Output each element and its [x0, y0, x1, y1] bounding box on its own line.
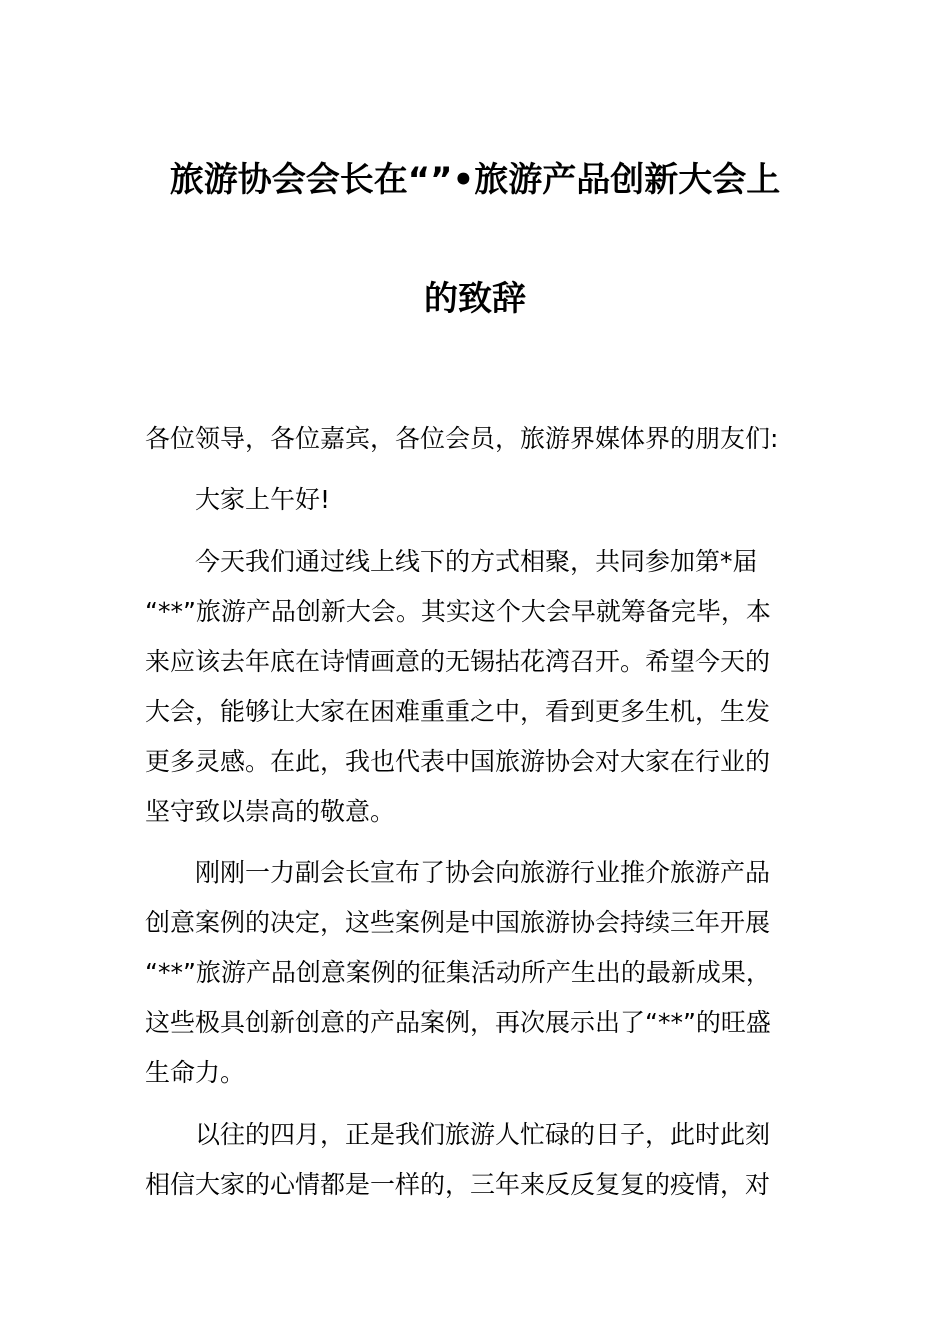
document-title-line-1: 旅游协会会长在“”•旅游产品创新大会上 [169, 160, 781, 200]
paragraph-2-line-5: 生命力。 [145, 1058, 246, 1087]
document-title-line-2: 的致辞 [424, 279, 526, 319]
salutation-line: 各位领导，各位嘉宾，各位会员，旅游界媒体界的朋友们: [145, 424, 779, 453]
paragraph-2-line-1: 刚刚一力副会长宣布了协会向旅游行业推介旅游产品 [195, 858, 771, 887]
paragraph-3-line-1: 以往的四月，正是我们旅游人忙碌的日子，此时此刻 [195, 1120, 771, 1149]
paragraph-1-line-3: 来应该去年底在诗情画意的无锡拈花湾召开。希望今天的 [145, 647, 771, 676]
paragraph-1-line-4: 大会，能够让大家在困难重重之中，看到更多生机，生发 [145, 697, 771, 726]
paragraph-2-line-4: 这些极具创新创意的产品案例，再次展示出了“**”的旺盛 [145, 1008, 771, 1037]
greeting-line: 大家上午好! [195, 485, 331, 514]
paragraph-3-line-2: 相信大家的心情都是一样的，三年来反反复复的疫情，对 [145, 1170, 771, 1199]
paragraph-1-line-1: 今天我们通过线上线下的方式相聚，共同参加第*届 [195, 547, 758, 576]
paragraph-2-line-2: 创意案例的决定，这些案例是中国旅游协会持续三年开展 [145, 908, 771, 937]
paragraph-1-line-2: “**”旅游产品创新大会。其实这个大会早就筹备完毕，本 [145, 597, 771, 626]
paragraph-2-line-3: “**”旅游产品创意案例的征集活动所产生出的最新成果， [145, 958, 771, 987]
paragraph-1-line-6: 坚守致以崇高的敬意。 [145, 797, 396, 826]
paragraph-1-line-5: 更多灵感。在此，我也代表中国旅游协会对大家在行业的 [145, 747, 771, 776]
